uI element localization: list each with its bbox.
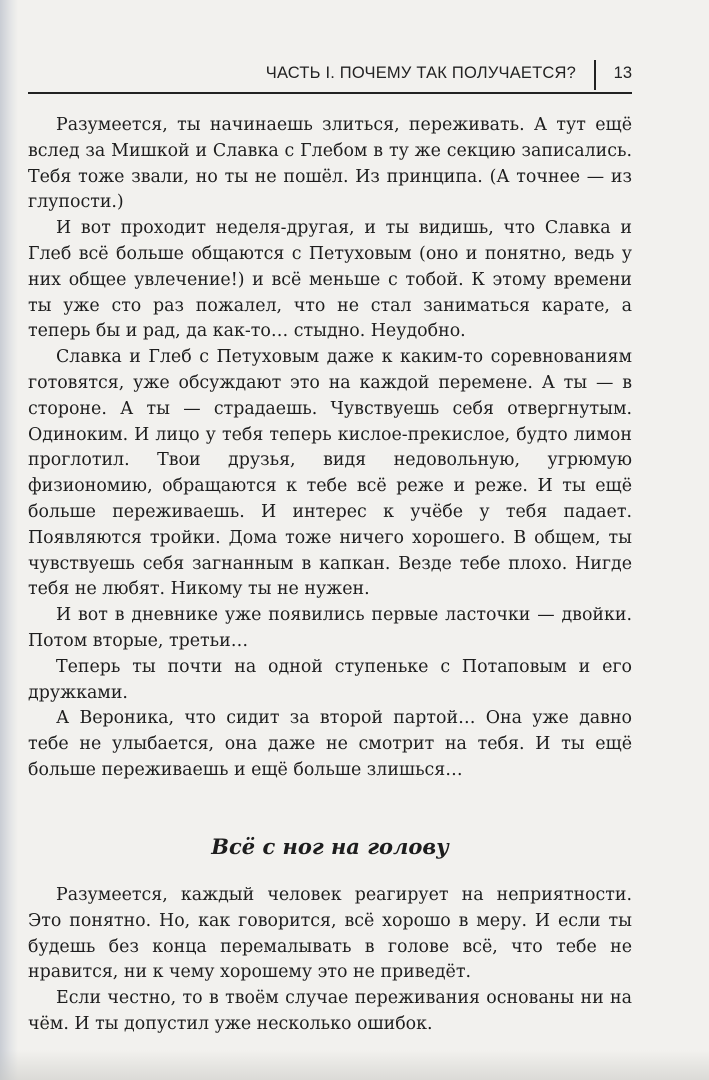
paragraph: Если честно, то в твоём случае переживания основаны ни на чём. И ты допустил уже несколько ошибок. xyxy=(28,988,632,1034)
paragraph: Разумеется, каждый человек реагирует на неприятности. Это понятно. Но, как говорится, всё хорошо в меру. И если ты будешь без конца перемалывать в голове всё, что тебе не нравится, ни к чему хорошему это не приведёт. xyxy=(28,885,632,983)
paragraph: И вот проходит неделя-другая, и ты видишь, что Славка и Глеб всё больше общаются с Петуховым (оно и понятно, ведь у них общее увлечение!) и всё меньше с тобой. К этому времени ты уже сто раз пожалел, что не стал заниматься карате, а теперь бы и рад, да как-то… стыдно. Неудобно. xyxy=(28,218,632,342)
body-text-top xyxy=(28,113,632,784)
paragraph: Теперь ты почти на одной ступеньке с Потаповым и его дружками. xyxy=(28,656,632,703)
page-number: 13 xyxy=(613,64,632,82)
paragraph: И вот в дневнике уже появились первые ласточки — двойки. Потом вторые, третьи… xyxy=(28,605,632,651)
page-gutter-shadow xyxy=(0,0,18,1080)
page-bottom-shadow xyxy=(0,1050,709,1080)
body-text-bottom xyxy=(28,883,632,1038)
paragraph: Разумеется, ты начинаешь злиться, переживать. А тут ещё вслед за Мишкой и Славка с Глебом в ту же секцию записались. Тебя тоже звали, но ты не пошёл. Из принципа. (А точнее — из глупости.) xyxy=(28,115,632,213)
running-head-title: ЧАСТЬ I. ПОЧЕМУ ТАК ПОЛУЧАЕТСЯ? xyxy=(265,64,576,82)
paragraph: Славка и Глеб с Петуховым даже к каким-то соревнованиям готовятся, уже обсуждают это на каждой перемене. А ты — в стороне. А ты — страдаешь. Чувствуешь себя отвергнутым. Одиноким. И лицо у тебя теперь кислое-прекислое, будто лимон проглотил. Твои друзья, видя недовольную, угрюмую физиономию, обращаются к тебе всё реже и реже. И ты ещё больше переживаешь. И интерес к учёбе у тебя падает. Появляются тройки. Дома тоже ничего хорошего. В общем, ты чувствуешь себя загнанным в капкан. Везде тебе плохо. Нигде тебя не любят. Никому ты не нужен. xyxy=(28,347,632,600)
running-head-separator xyxy=(594,60,596,90)
section-heading: Всё с ног на голову xyxy=(211,834,449,859)
running-head xyxy=(28,58,632,94)
paragraph: А Вероника, что сидит за второй партой… Она уже давно тебе не улыбается, она даже не смотрит на тебя. И ты ещё больше переживаешь и ещё больше злишься… xyxy=(28,708,632,780)
